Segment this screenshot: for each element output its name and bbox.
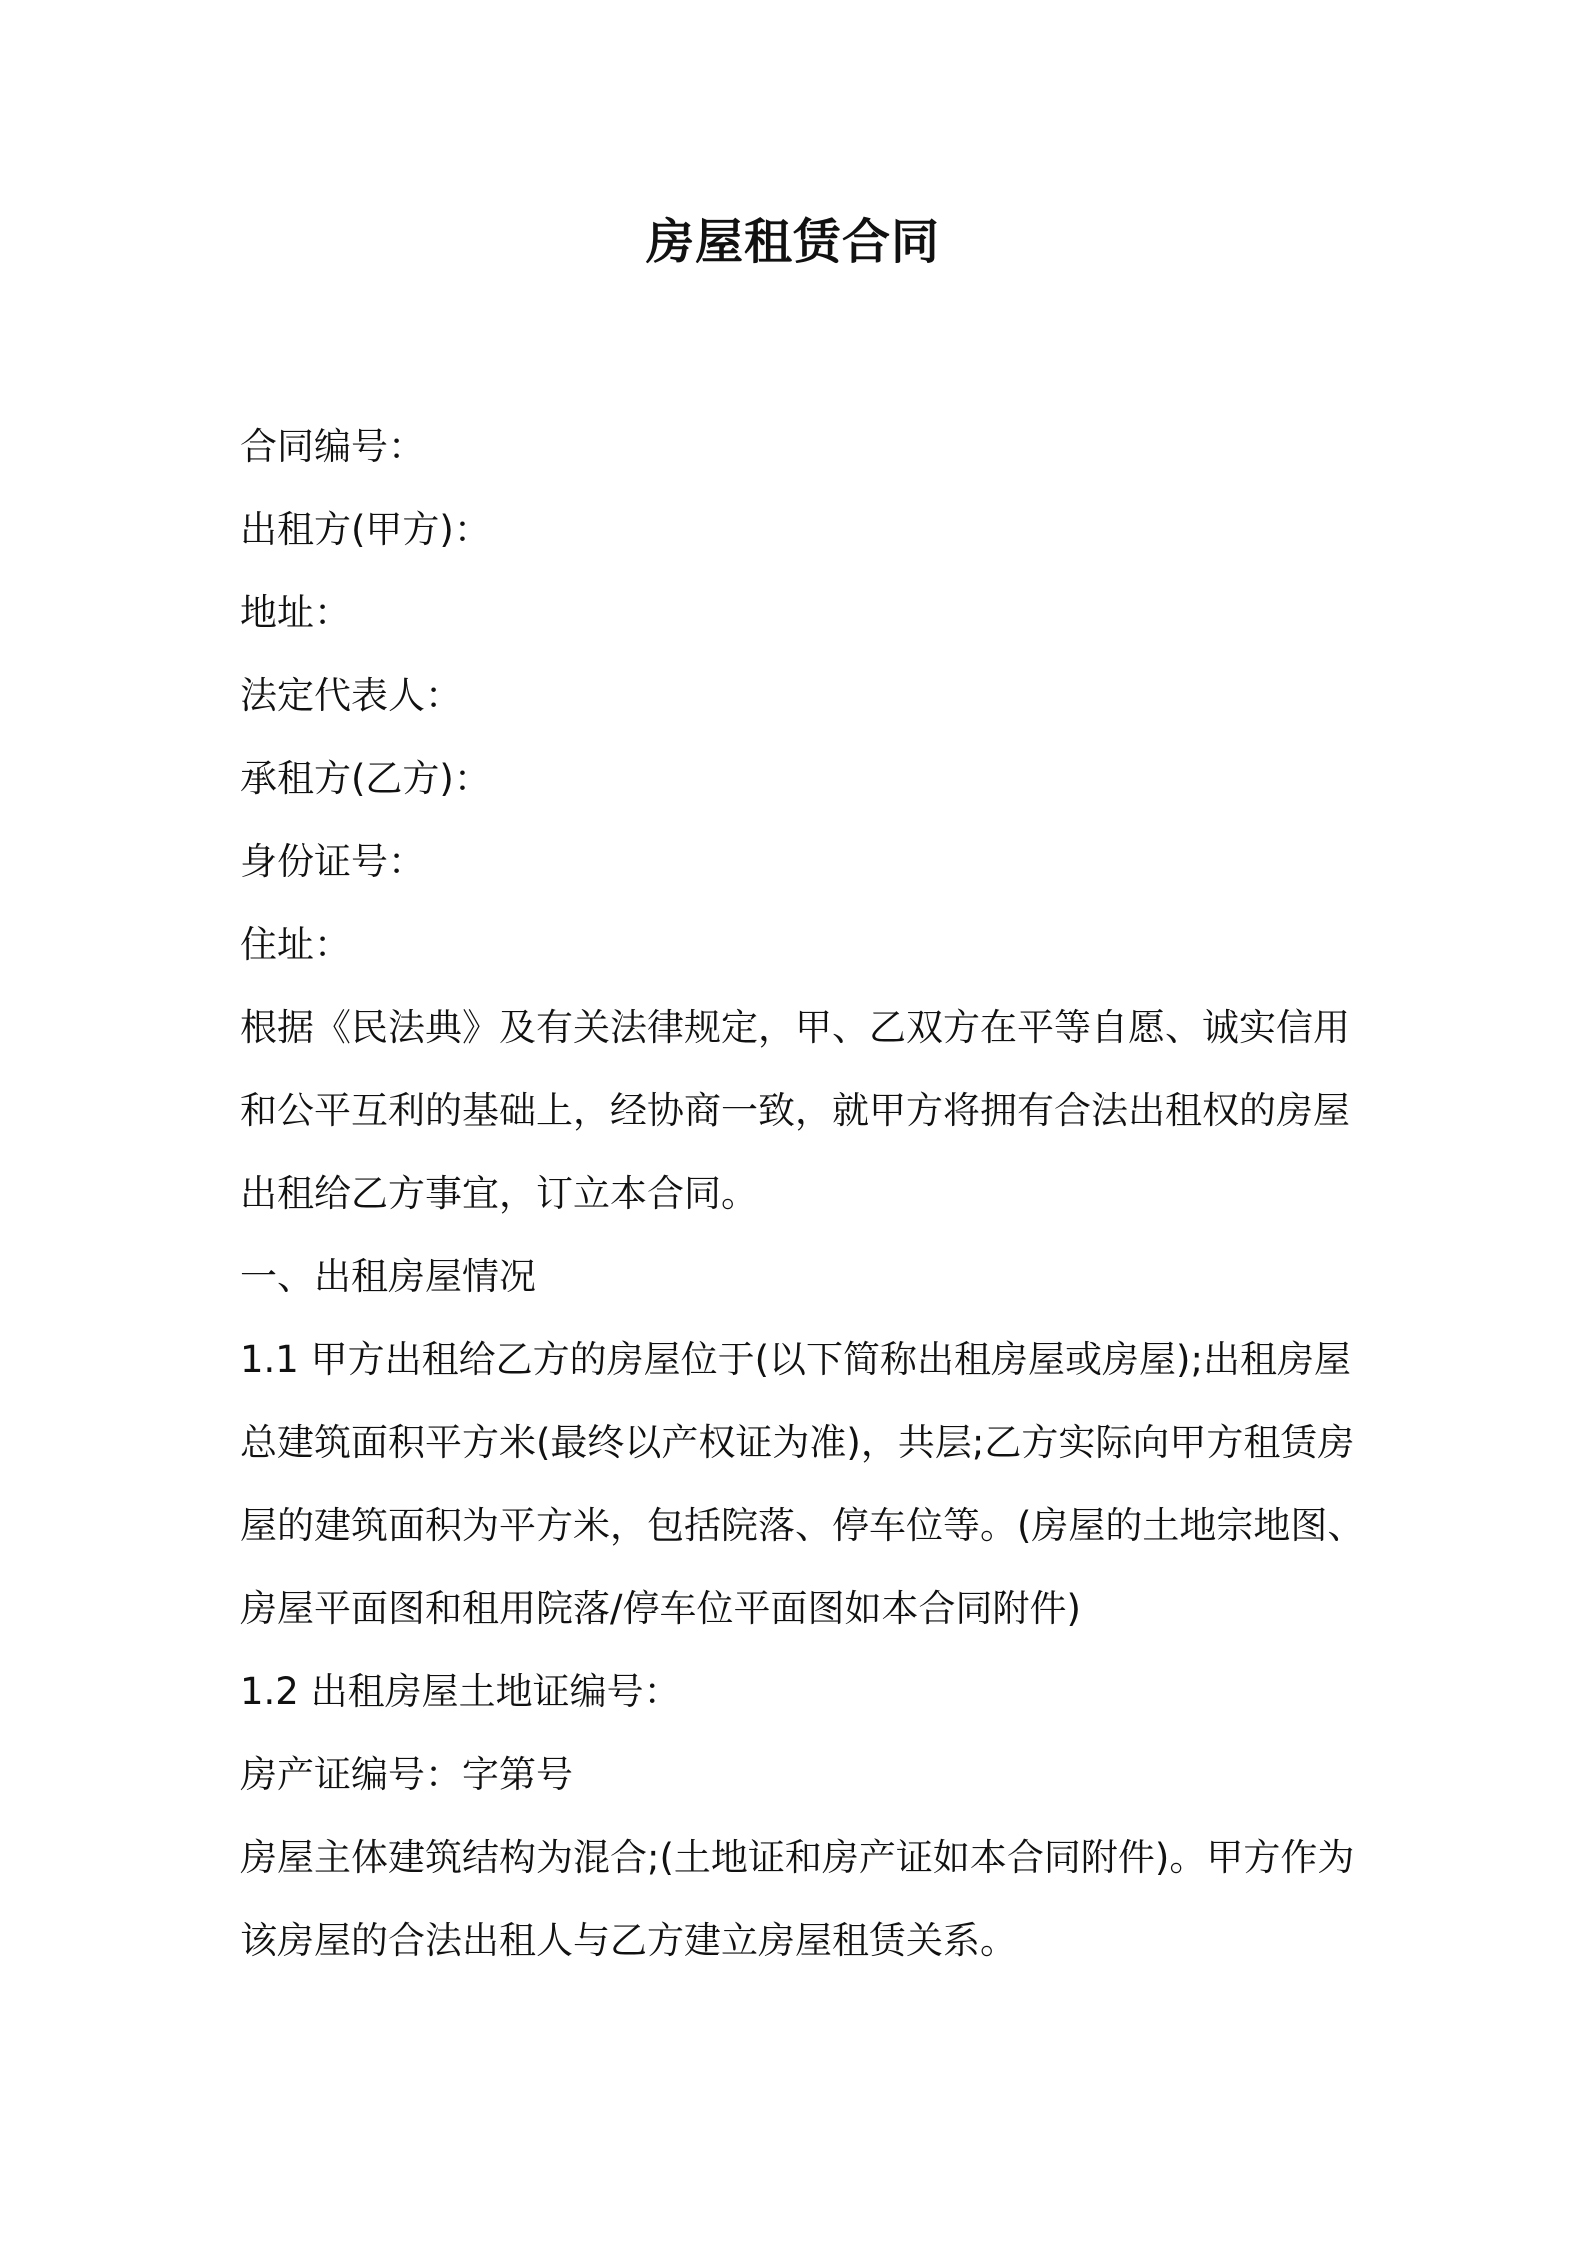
clause-1-1-line: 1.1 甲方出租给乙方的房屋位于(以下简称出租房屋或房屋);出租房屋: [240, 1338, 1351, 1381]
document-body: [240, 405, 1365, 1982]
clause-1-1-line: 屋的建筑面积为平方米，包括院落、停车位等。(房屋的土地宗地图、: [240, 1504, 1365, 1547]
structure-line: 该房屋的合法出租人与乙方建立房屋租赁关系。: [240, 1919, 1017, 1962]
preamble-line: 根据《民法典》及有关法律规定，甲、乙双方在平等自愿、诚实信用: [240, 1006, 1350, 1049]
preamble-line: 出租给乙方事宜，订立本合同。: [240, 1172, 758, 1215]
address-field: 地址：: [240, 591, 351, 634]
residence-field: 住址：: [240, 923, 351, 966]
structure-line: 房屋主体建筑结构为混合;(土地证和房产证如本合同附件)。甲方作为: [240, 1836, 1355, 1879]
preamble-line: 和公平互利的基础上，经协商一致，就甲方将拥有合法出租权的房屋: [240, 1089, 1350, 1132]
document-title: 房屋租赁合同: [645, 214, 940, 270]
section-heading: 一、出租房屋情况: [240, 1255, 536, 1298]
contract-number-field: 合同编号：: [240, 425, 425, 468]
clause-1-2: 1.2 出租房屋土地证编号：: [240, 1670, 681, 1713]
lessor-field: 出租方(甲方)：: [240, 508, 491, 551]
id-number-field: 身份证号：: [240, 840, 425, 883]
legal-representative-field: 法定代表人：: [240, 674, 462, 717]
clause-1-1-line: 房屋平面图和租用院落/停车位平面图如本合同附件): [240, 1587, 1081, 1630]
property-certificate-field: 房产证编号：字第号: [240, 1753, 573, 1796]
lessee-field: 承租方(乙方)：: [240, 757, 491, 800]
clause-1-1-line: 总建筑面积平方米(最终以产权证为准)，共层;乙方实际向甲方租赁房: [240, 1421, 1355, 1464]
